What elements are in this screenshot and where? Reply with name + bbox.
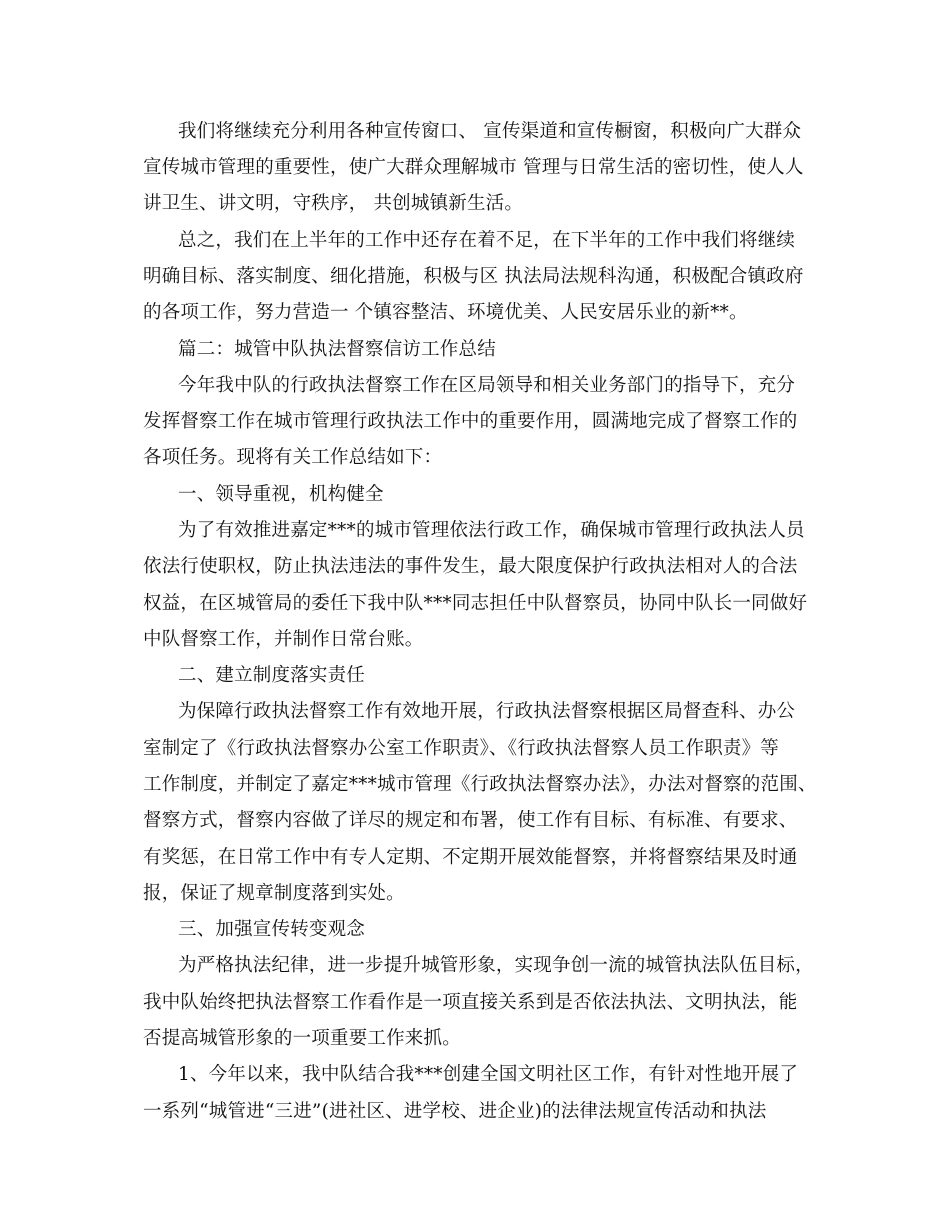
text-line: 中队督察工作，并制作日常台账。 bbox=[143, 629, 424, 650]
text-line: 一系列“城管进“三进”(进社区、进学校、进企业)的法律法规宣传活动和执法 bbox=[143, 1101, 767, 1122]
text-line: 1、今年以来，我中队结合我***创建全国文明社区工作，有针对性地开展了 bbox=[178, 1064, 799, 1085]
text-line: 督察方式，督察内容做了详尽的规定和布署，使工作有目标、有标准、有要求、 bbox=[143, 810, 798, 831]
text-line: 室制定了《行政执法督察办公室工作职责》、《行政执法督察人员工作职责》等 bbox=[143, 738, 780, 759]
text-line: 明确目标、落实制度、细化措施，积极与区 执法局法规科沟通，积极配合镇政府 bbox=[143, 266, 804, 287]
section-heading: 篇二：城管中队执法督察信访工作总结 bbox=[178, 339, 496, 360]
text-line: 有奖惩，在日常工作中有专人定期、不定期开展效能督察，并将督察结果及时通 bbox=[143, 847, 798, 868]
text-line: 各项任务。现将有关工作总结如下： bbox=[143, 447, 443, 468]
text-line: 我们将继续充分利用各种宣传窗口、 宣传渠道和宣传橱窗，积极向广大群众 bbox=[178, 121, 802, 142]
text-line: 讲卫生、讲文明，守秩序， 共创城镇新生活。 bbox=[143, 193, 524, 214]
text-line: 今年我中队的行政执法督察工作在区局领导和相关业务部门的指导下，充分 bbox=[178, 375, 796, 396]
text-line: 宣传城市管理的重要性，使广大群众理解城市 管理与日常生活的密切性，使人人 bbox=[143, 157, 804, 178]
text-line: 否提高城管形象的一项重要工作来抓。 bbox=[143, 1028, 461, 1049]
section-heading: 二、建立制度落实责任 bbox=[178, 665, 366, 686]
text-line: 发挥督察工作在城市管理行政执法工作中的重要作用，圆满地完成了督察工作的 bbox=[143, 411, 798, 432]
text-line: 为保障行政执法督察工作有效地开展，行政执法督察根据区局督查科、办公 bbox=[178, 701, 796, 722]
text-line: 工作制度，并制定了嘉定***城市管理《行政执法督察办法》，办法对督察的范围、 bbox=[143, 774, 817, 795]
text-line: 依法行使职权，防止执法违法的事件发生，最大限度保护行政执法相对人的合法 bbox=[143, 556, 798, 577]
text-line: 我中队始终把执法督察工作看作是一项直接关系到是否依法执法、文明执法，能 bbox=[143, 992, 798, 1013]
text-line: 为严格执法纪律，进一步提升城管形象，实现争创一流的城管执法队伍目标， bbox=[178, 955, 814, 976]
text-line: 为了有效推进嘉定***的城市管理依法行政工作，确保城市管理行政执法人员 bbox=[178, 520, 805, 541]
section-heading: 一、领导重视，机构健全 bbox=[178, 484, 384, 505]
text-line: 权益，在区城管局的委任下我中队***同志担任中队督察员，协同中队长一同做好 bbox=[143, 593, 808, 614]
text-line: 报，保证了规章制度落到实处。 bbox=[143, 883, 405, 904]
section-heading: 三、加强宣传转变观念 bbox=[178, 919, 366, 940]
text-line: 总之，我们在上半年的工作中还存在着不足，在下半年的工作中我们将继续 bbox=[178, 230, 796, 251]
text-line: 的各项工作，努力营造一 个镇容整洁、环境优美、人民安居乐业的新**。 bbox=[143, 302, 748, 323]
